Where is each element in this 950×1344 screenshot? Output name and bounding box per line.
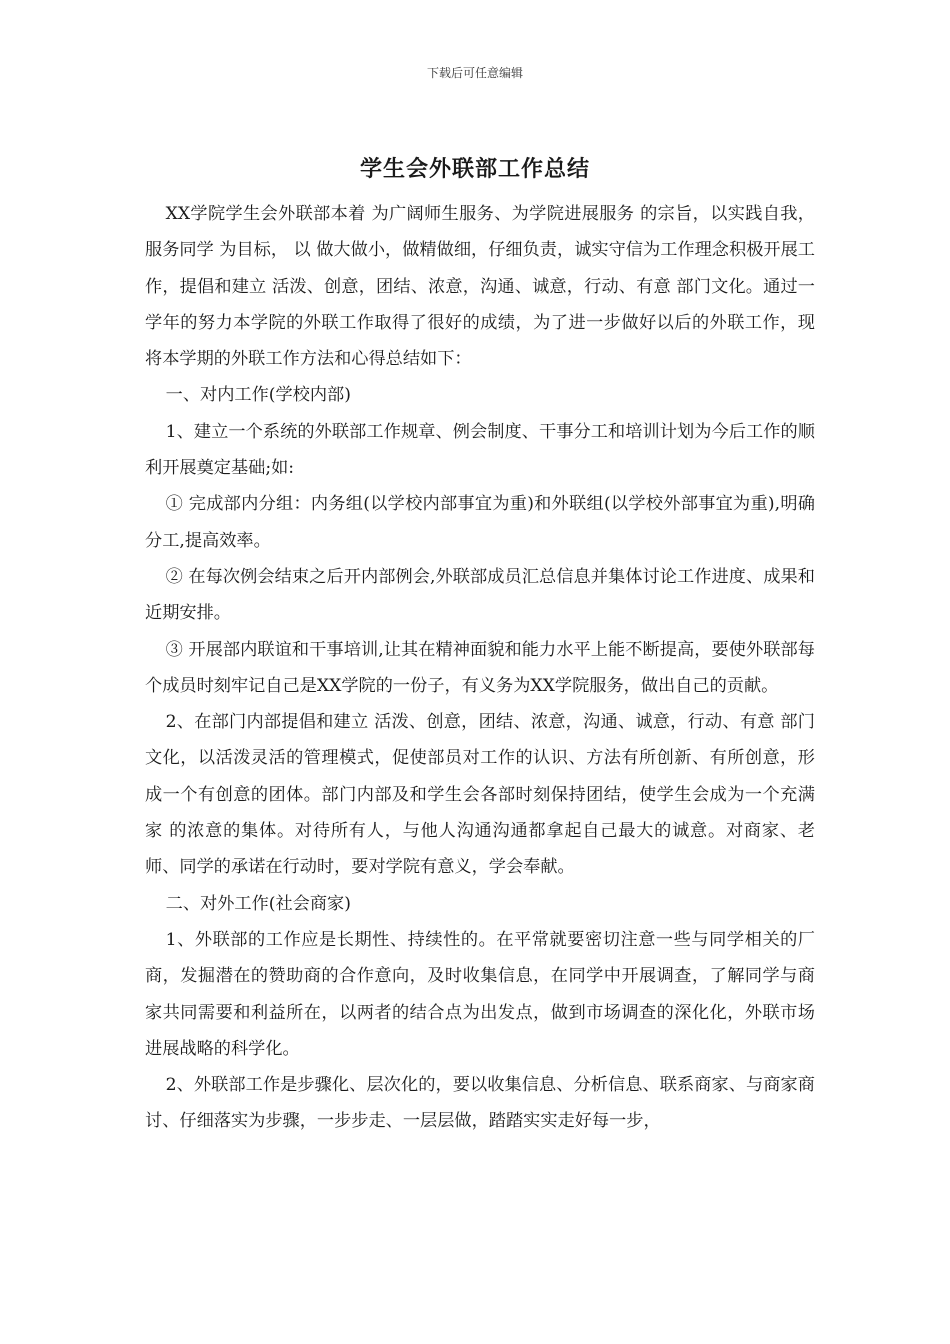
paragraph-intro: XX学院学生会外联部本着 为广阔师生服务、为学院进展服务 的宗旨，以实践自我，服务同学 为目标， 以 做大做小，做精做细，仔细负责，诚实守信为工作理念积极开展工作，提倡和建立 活泼、创意，团结、浓意，沟通、诚意，行动、有意 部门文化。通过一学年的努力本学院的外联工作取得了很好的成绩，为了进一步做好以后的外联工作，现将本学期的外联工作方法和心得总结如下： — [145, 204, 815, 370]
document-body — [145, 196, 815, 1140]
paragraph-internal-1b: ② 在每次例会结束之后开内部例会,外联部成员汇总信息并集体讨论工作进度、成果和近期安排。 — [145, 566, 815, 624]
section-heading-internal: 一、对内工作(学校内部) — [165, 385, 351, 406]
header-note: 下载后可任意编辑 — [426, 66, 523, 80]
paragraph-external-2: 2、外联部工作是步骤化、层次化的，要以收集信息、分析信息、联系商家、与商家商讨、仔细落实为步骤，一步步走、一层层做，踏踏实实走好每一步， — [145, 1075, 815, 1132]
paragraph-external-1: 1、外联部的工作应是长期性、持续性的。在平常就要密切注意一些与同学相关的厂商，发掘潜在的赞助商的合作意向，及时收集信息，在同学中开展调查，了解同学与商家共同需要和利益所在，以两者的结合点为出发点，做到市场调查的深化化，外联市场进展战略的科学化。 — [145, 929, 815, 1059]
page-title: 学生会外联部工作总结 — [359, 156, 590, 182]
paragraph-internal-1a: ① 完成部内分组：内务组(以学校内部事宜为重)和外联组(以学校外部事宜为重),明确分工,提高效率。 — [145, 494, 815, 551]
paragraph-internal-1c: ③ 开展部内联谊和干事培训,让其在精神面貌和能力水平上能不断提高，要使外联部每个成员时刻牢记自己是XX学院的一份子，有义务为XX学院服务，做出自己的贡献。 — [145, 639, 815, 696]
paragraph-internal-2: 2、在部门内部提倡和建立 活泼、创意，团结、浓意，沟通、诚意，行动、有意 部门文化，以活泼灵活的管理模式，促使部员对工作的认识、方法有所创新、有所创意，形成一个有创意的团体。部门内部及和学生会各部时刻保持团结，使学生会成为一个充满 家 的浓意的集体。对待所有人，与他人沟通沟通都拿起自己最大的诚意。对商家、老师、同学的承诺在行动时，要对学院有意义，学会奉献。 — [145, 712, 815, 878]
paragraph-internal-1: 1、建立一个系统的外联部工作规章、例会制度、干事分工和培训计划为今后工作的顺利开展奠定基础;如: — [145, 421, 815, 479]
section-heading-external: 二、对外工作(社会商家) — [165, 893, 351, 914]
